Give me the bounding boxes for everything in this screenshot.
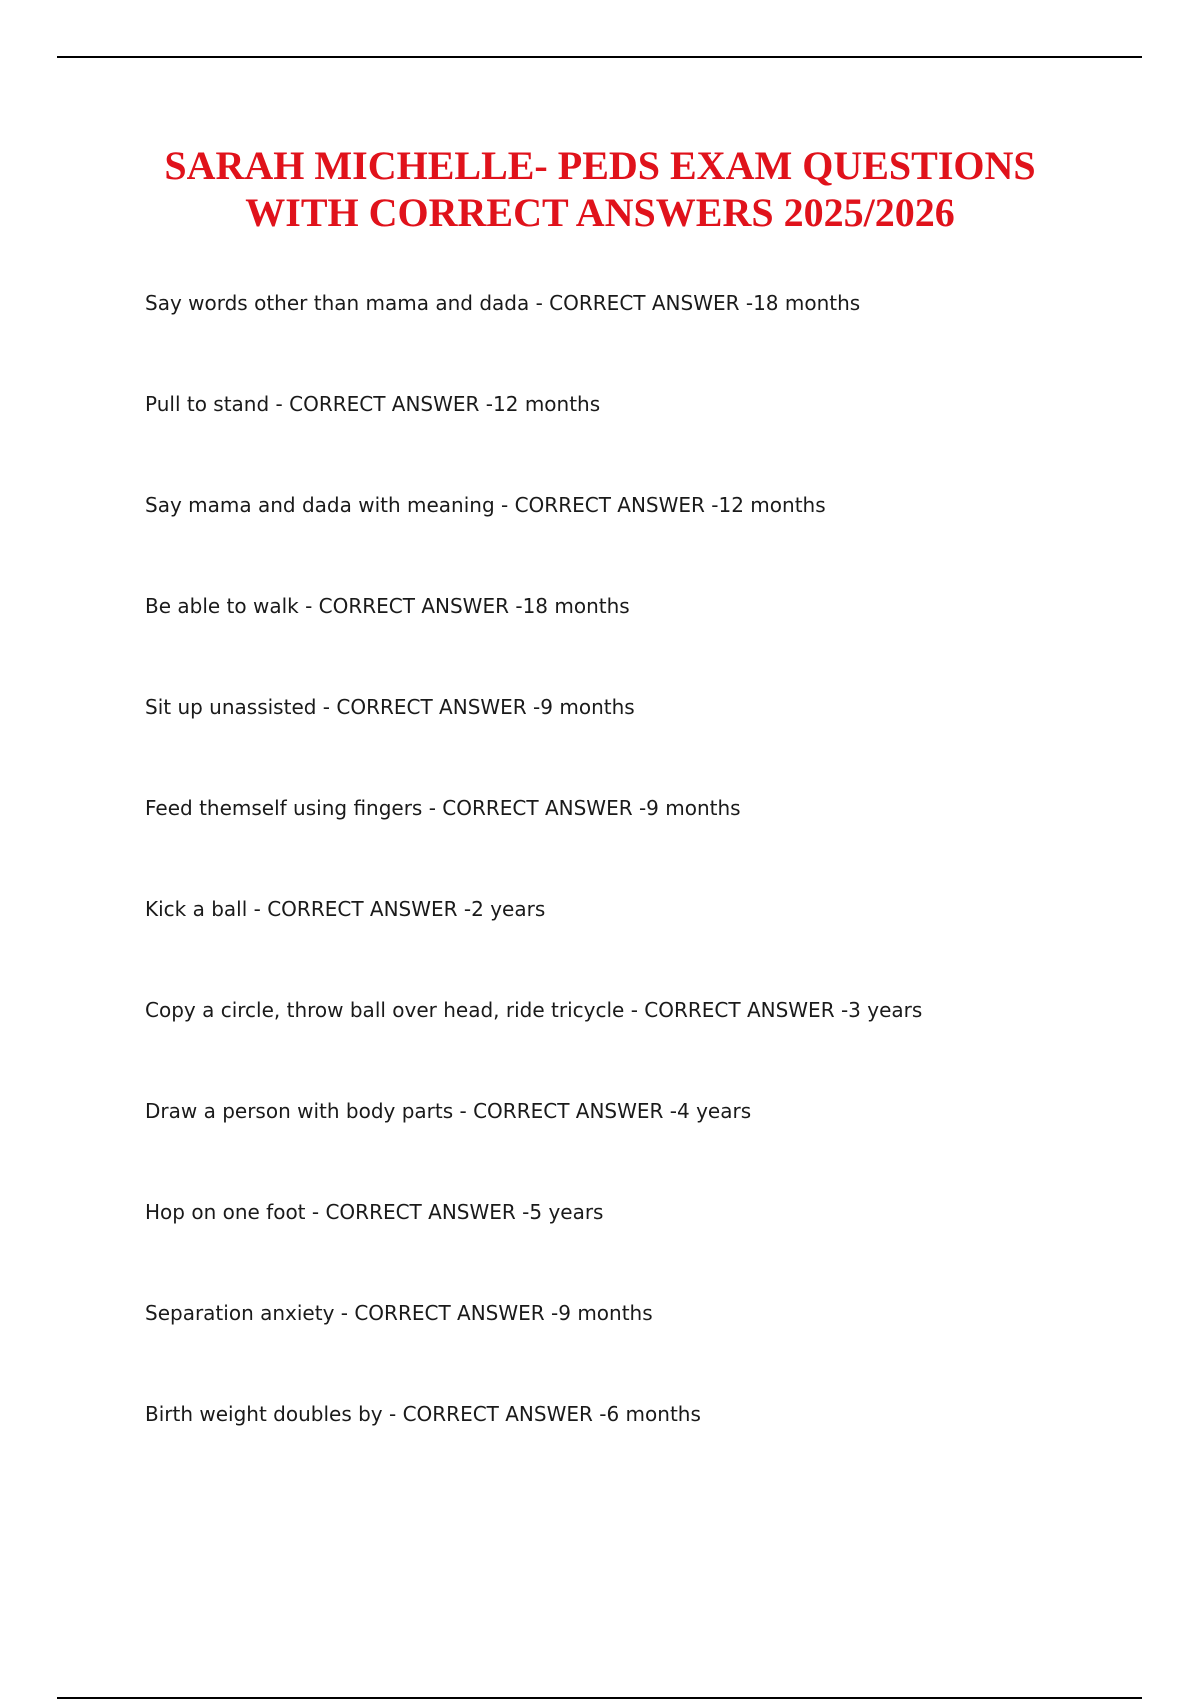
bottom-divider [57,1697,1142,1699]
document-title [0,142,1200,236]
title-line-2: WITH CORRECT ANSWERS 2025/2026 [245,190,955,235]
title-line-1: SARAH MICHELLE- PEDS EXAM QUESTIONS [164,143,1036,188]
top-divider [57,56,1142,58]
qa-item: Say mama and dada with meaning - CORRECT ANSWER -12 months [145,493,826,517]
qa-item: Feed themself using fingers - CORRECT ANSWER -9 months [145,796,741,820]
qa-item: Separation anxiety - CORRECT ANSWER -9 months [145,1301,653,1325]
qa-item: Pull to stand - CORRECT ANSWER -12 months [145,392,601,416]
qa-item: Copy a circle, throw ball over head, ride tricycle - CORRECT ANSWER -3 years [145,998,923,1022]
qa-item: Be able to walk - CORRECT ANSWER -18 months [145,594,630,618]
qa-item: Birth weight doubles by - CORRECT ANSWER -6 months [145,1402,701,1426]
qa-item: Sit up unassisted - CORRECT ANSWER -9 months [145,695,635,719]
qa-item: Kick a ball - CORRECT ANSWER -2 years [145,897,546,921]
qa-item: Hop on one foot - CORRECT ANSWER -5 years [145,1200,604,1224]
qa-item: Say words other than mama and dada - CORRECT ANSWER -18 months [145,291,861,315]
question-answer-list [145,286,1145,1498]
qa-item: Draw a person with body parts - CORRECT ANSWER -4 years [145,1099,752,1123]
